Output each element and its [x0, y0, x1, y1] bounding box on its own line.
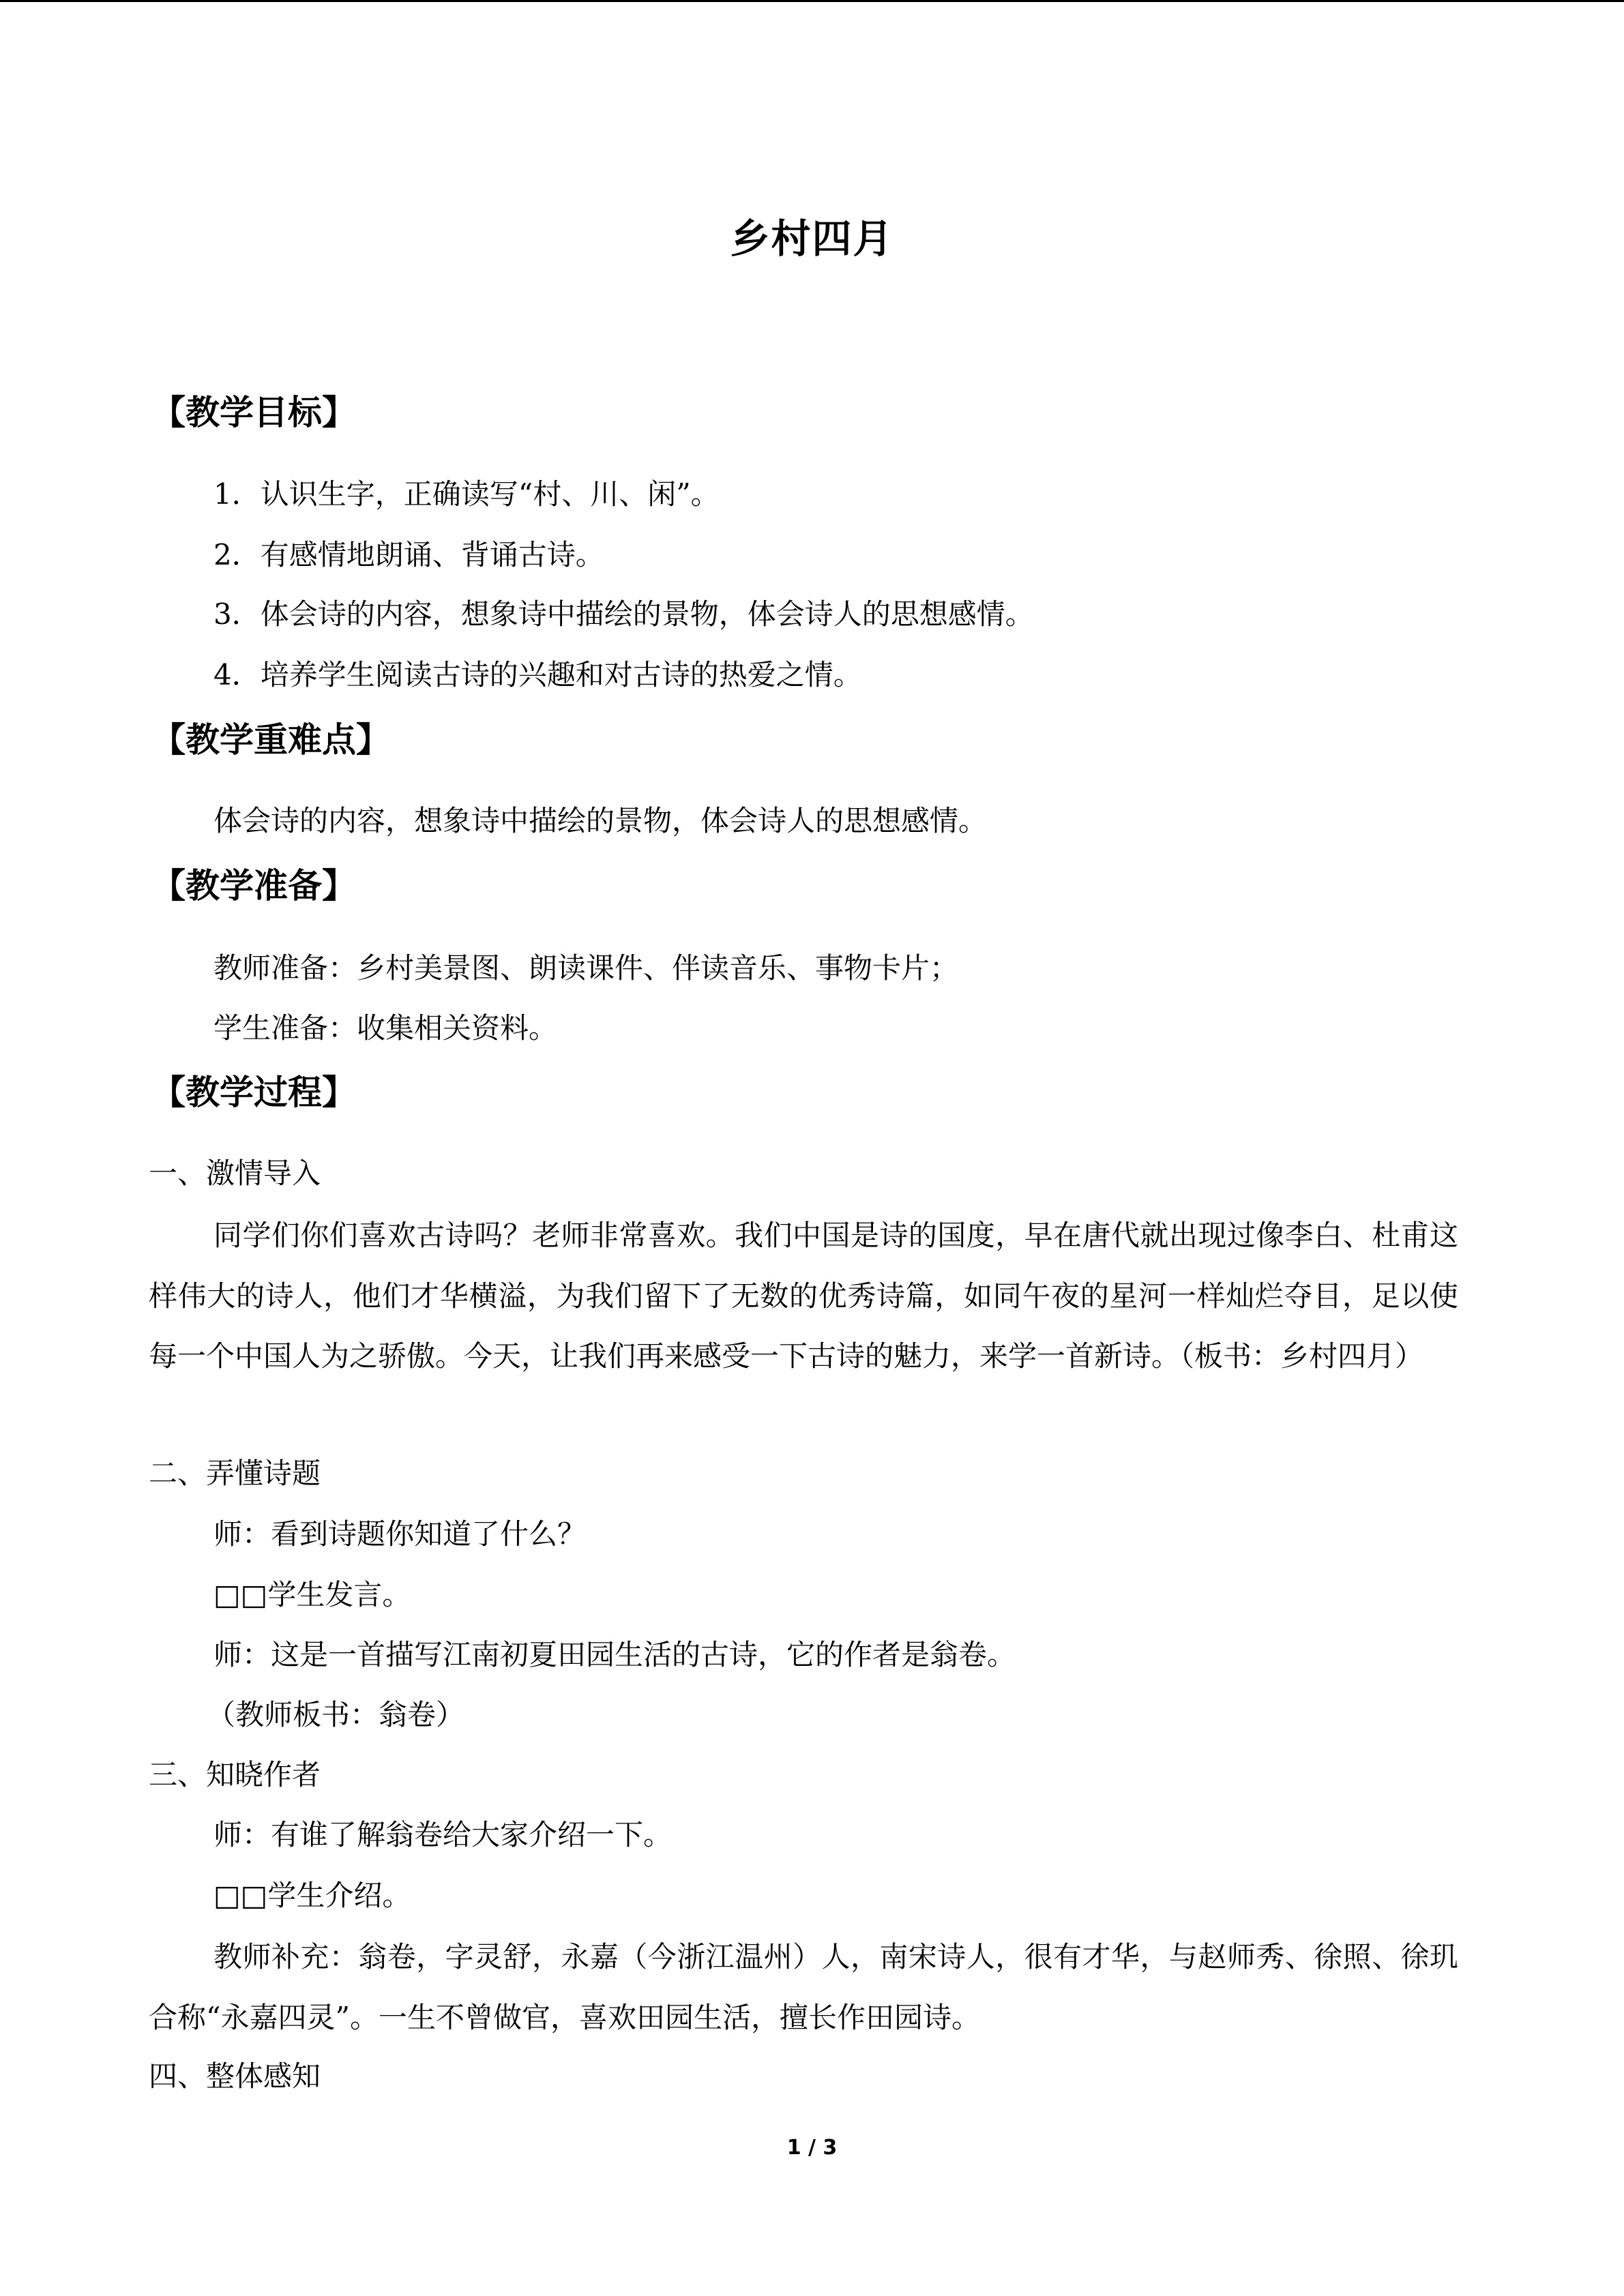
process-part2-line-2: □□学生发言。 [213, 1578, 411, 1611]
objective-item-4: 4．培养学生阅读古诗的兴趣和对古诗的热爱之情。 [213, 658, 862, 691]
process-part3-line-1: 师：有谁了解翁卷给大家介绍一下。 [213, 1818, 673, 1851]
objective-item-1: 1．认识生字，正确读写“村、川、闲”。 [213, 477, 720, 511]
heading-preparation: 【教学准备】 [151, 866, 356, 906]
process-part4-title: 四、整体感知 [149, 2059, 321, 2093]
process-part3-paragraph: 教师补充：翁卷，字灵舒，永嘉（今浙江温州）人，南宋诗人，很有才华，与赵师秀、徐照、徐玑合称“永嘉四灵”。一生不曾做官，喜欢田园生活，擅长作田园诗。 [149, 1940, 1458, 2034]
heading-process: 【教学过程】 [151, 1073, 356, 1112]
process-part1-paragraph: 同学们你们喜欢古诗吗？老师非常喜欢。我们中国是诗的国度，早在唐代就出现过像李白、杜甫这样伟大的诗人，他们才华横溢，为我们留下了无数的优秀诗篇，如同午夜的星河一样灿烂夺目，足以使每一个中国人为之骄傲。今天，让我们再来感受一下古诗的魅力，来学一首新诗。（板书：乡村四月） [149, 1219, 1458, 1373]
heading-objectives: 【教学目标】 [151, 393, 356, 432]
process-part1-title: 一、激情导入 [149, 1157, 321, 1190]
process-part3-title: 三、知晓作者 [149, 1758, 321, 1791]
process-part2-line-4: （教师板书：翁卷） [207, 1698, 465, 1731]
heading-key-points: 【教学重难点】 [151, 720, 390, 760]
preparation-student: 学生准备：收集相关资料。 [213, 1011, 558, 1045]
process-part3-line-2: □□学生介绍。 [213, 1879, 411, 1912]
objective-item-3: 3．体会诗的内容，想象诗中描绘的景物，体会诗人的思想感情。 [213, 597, 1034, 631]
objective-item-2: 2．有感情地朗诵、背诵古诗。 [213, 538, 604, 571]
process-part2-line-1: 师：看到诗题你知道了什么？ [213, 1517, 587, 1551]
key-points-text: 体会诗的内容，想象诗中描绘的景物，体会诗人的思想感情。 [213, 804, 988, 837]
process-part2-line-3: 师：这是一首描写江南初夏田园生活的古诗，它的作者是翁卷。 [213, 1638, 1016, 1671]
top-border-rule [0, 0, 1624, 2]
preparation-teacher: 教师准备：乡村美景图、朗读课件、伴读音乐、事物卡片； [213, 951, 959, 985]
page-title: 乡村四月 [730, 215, 894, 262]
page-indicator: 1 / 3 [786, 2136, 838, 2160]
process-part2-title: 二、弄懂诗题 [149, 1457, 321, 1490]
